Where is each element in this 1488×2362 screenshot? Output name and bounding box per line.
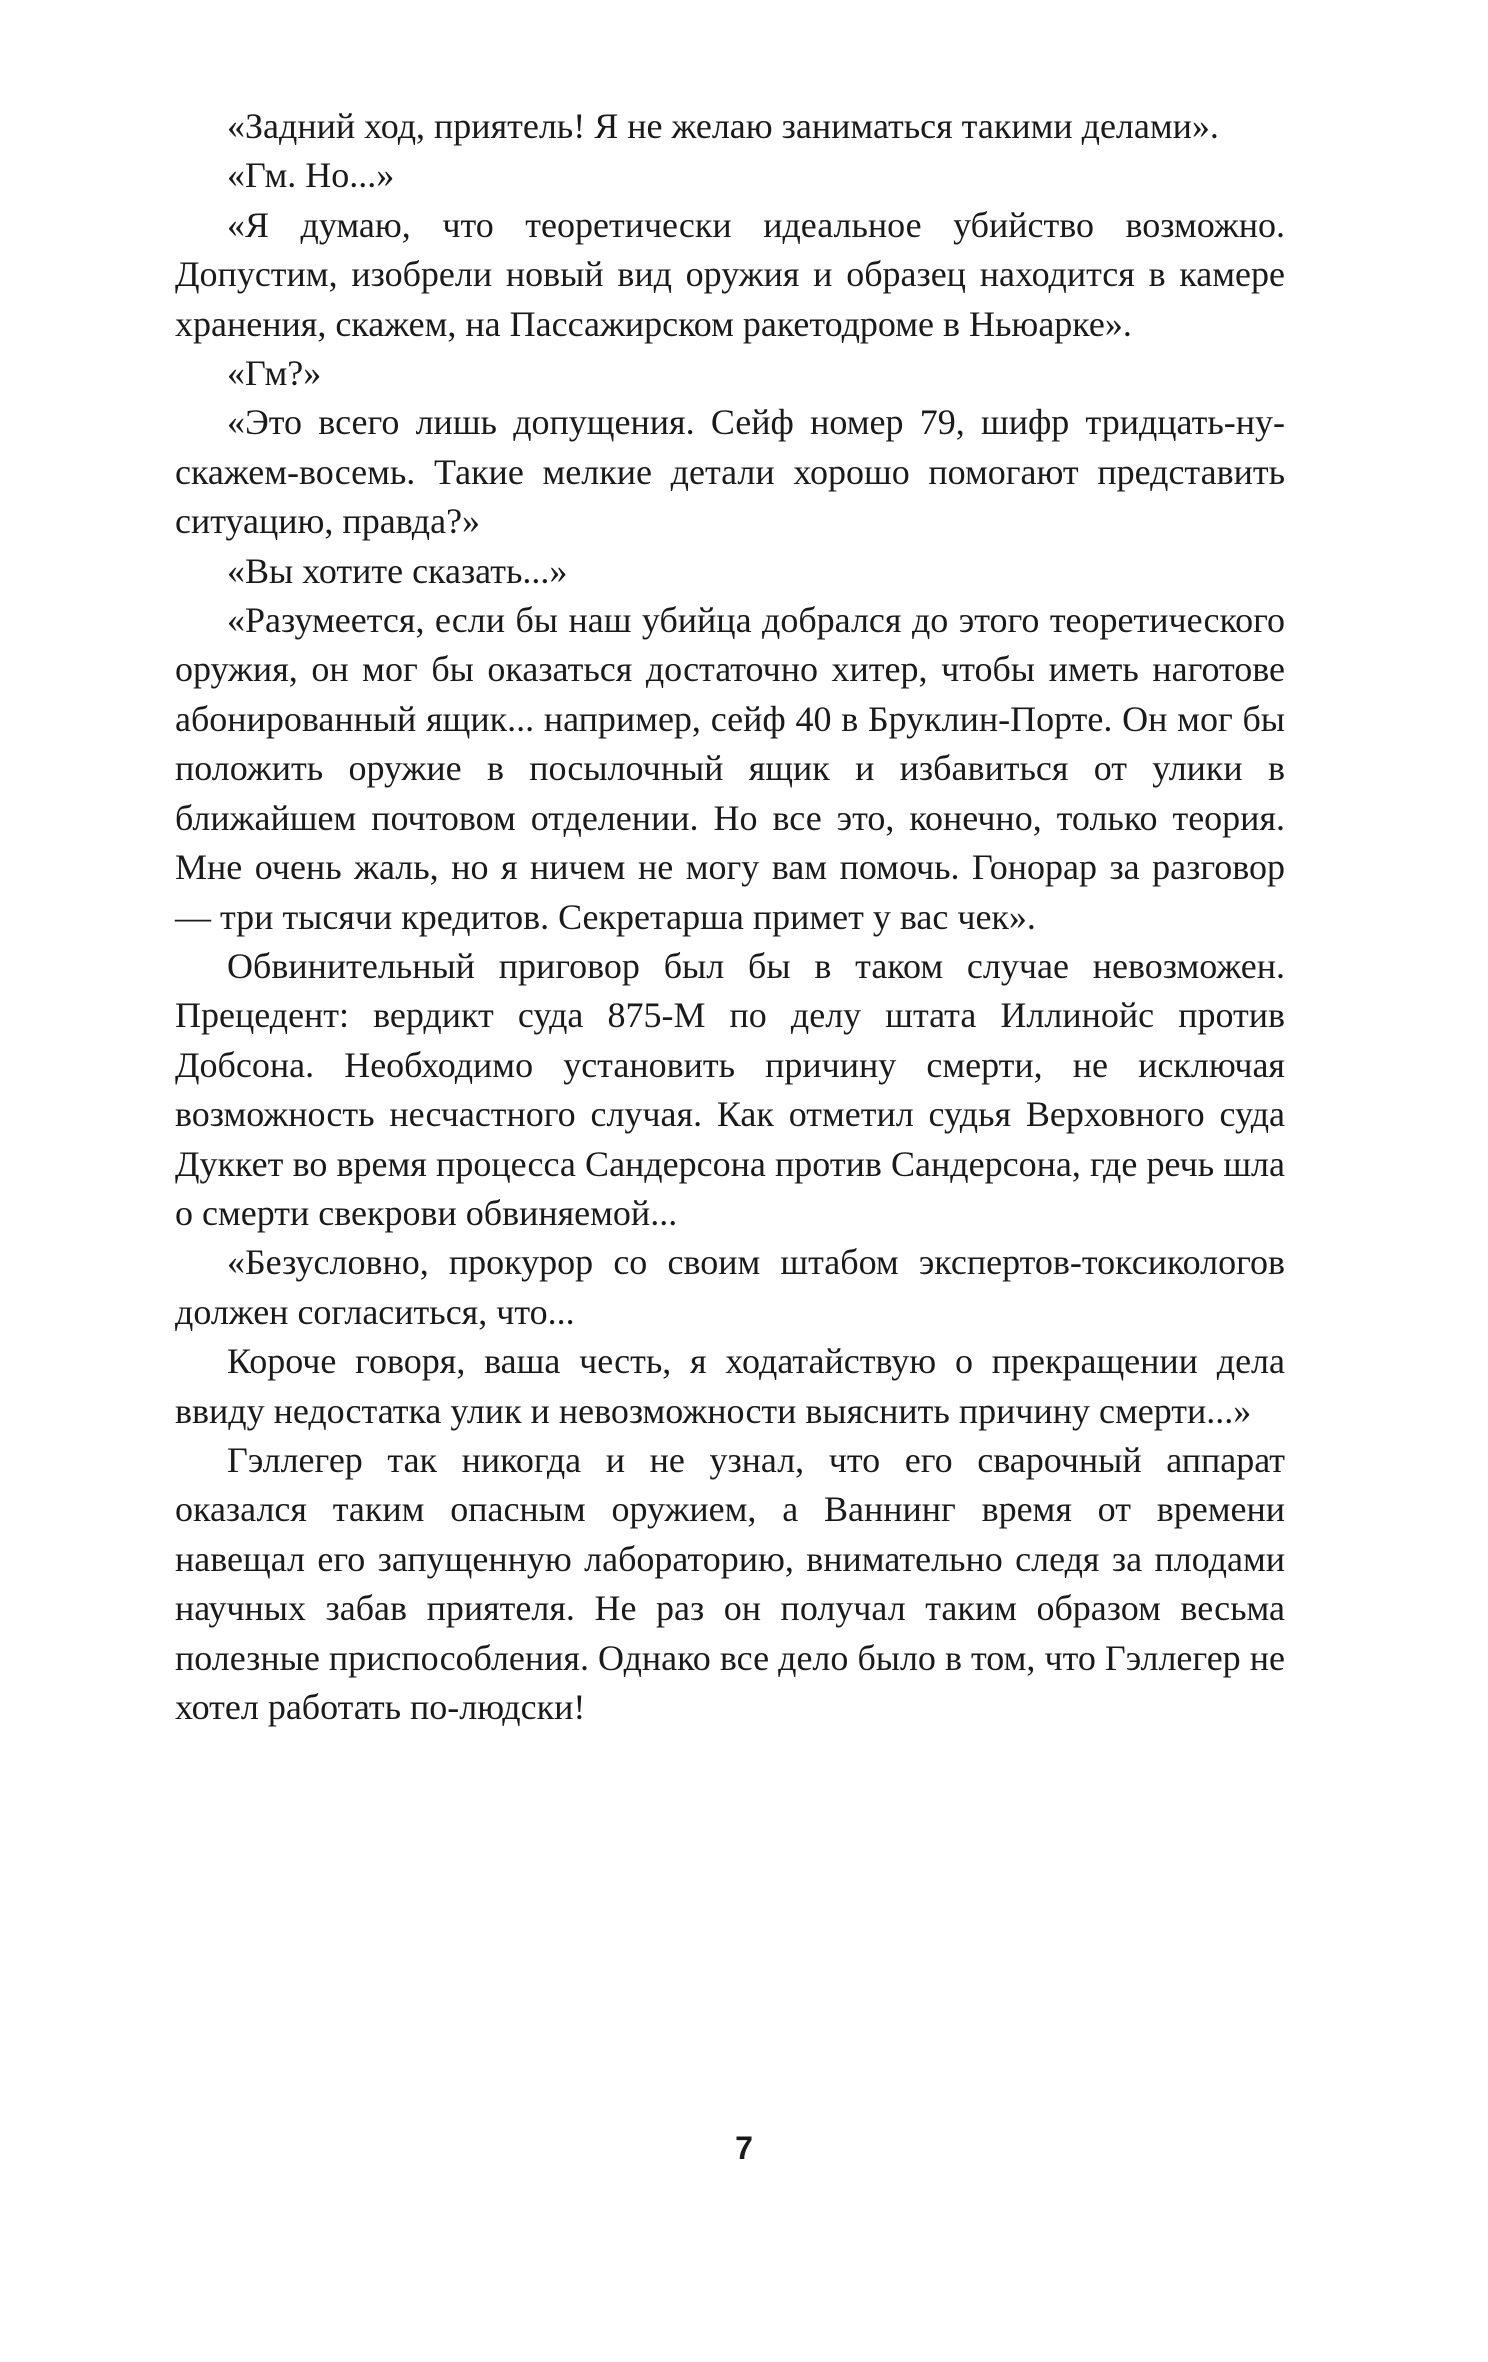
paragraph: «Вы хотите сказать...»	[227, 550, 568, 591]
paragraph: «Разумеется, если бы наш убийца добрался до этого теоретического оружия, он мог бы оказаться достаточно хитер, чтобы иметь наготове абонированный ящик... например, сейф 40 в Бруклин-Порте. Он мог бы положить оружие в посылочный ящик и избавиться от улики в ближайшем почтовом отделении. Но все это, конечно, только теория. Мне очень жаль, но я ничем не могу вам помочь. Гонорар за разговор — три тысячи кредитов. Секретарша примет у вас чек».	[175, 600, 1285, 937]
paragraph: «Это всего лишь допущения. Сейф номер 79, шифр тридцать-ну-скажем-восемь. Такие мелкие детали хорошо помогают представить ситуацию, правда?»	[175, 402, 1285, 542]
paragraph: Короче говоря, ваша честь, я ходатайствую о прекращении дела ввиду недостатка улик и невозможности выяснить причину смерти...»	[175, 1341, 1285, 1431]
paragraph: «Я думаю, что теоретически идеальное убийство возможно. Допустим, изобрели новый вид оружия и образец находится в камере хранения, скажем, на Пассажирском ракетодроме в Ньюарке».	[175, 204, 1285, 344]
page-body-text	[175, 102, 1285, 1732]
paragraph: «Гм. Но...»	[227, 155, 395, 196]
paragraph: «Безусловно, прокурор со своим штабом экспертов-токсикологов должен согласиться, что...	[175, 1242, 1285, 1332]
paragraph: Обвинительный приговор был бы в таком случае невозможен. Прецедент: вердикт суда 875-М по делу штата Иллинойс против Добсона. Необходимо установить причину смерти, не исключая возможность несчастного случая. Как отметил судья Верховного суда Дуккет во время процесса Сандерсона против Сандерсона, где речь шла о смерти свекрови обвиняемой...	[175, 945, 1285, 1233]
paragraph: Гэллегер так никогда и не узнал, что его сварочный аппарат оказался таким опасным оружием, а Ваннинг время от времени навещал его запущенную лабораторию, внимательно следя за плодами научных забав приятеля. Не раз он получал таким образом весьма полезные приспособления. Однако все дело было в том, что Гэллегер не хотел работать по-людски!	[175, 1439, 1285, 1727]
paragraph: «Гм?»	[227, 353, 322, 394]
page-number: 7	[735, 2130, 753, 2166]
paragraph: «Задний ход, приятель! Я не желаю заниматься такими делами».	[227, 106, 1219, 146]
